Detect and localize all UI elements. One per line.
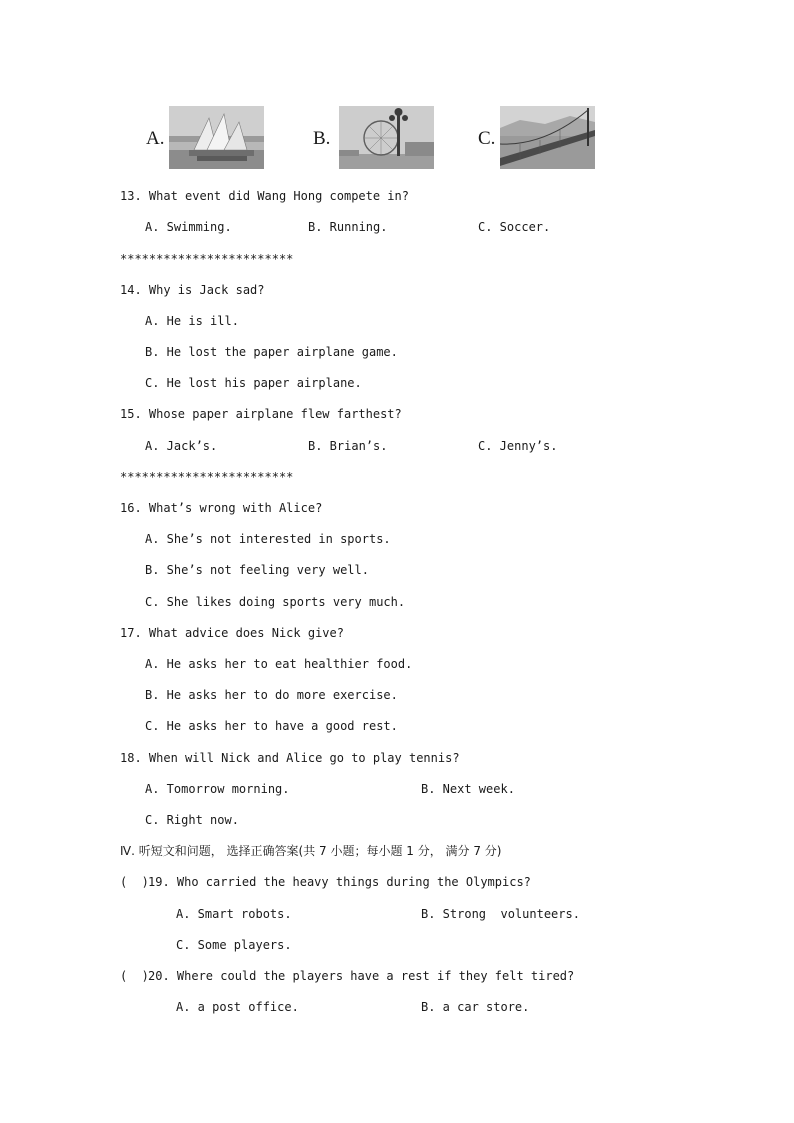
q19-option-a: A. Smart robots. xyxy=(176,907,292,921)
q13-stem: 13. What event did Wang Hong compete in? xyxy=(120,189,409,203)
q14-option-b: B. He lost the paper airplane game. xyxy=(145,345,398,359)
q13-option-c: C. Soccer. xyxy=(478,220,551,234)
option-c-label: C. xyxy=(478,128,496,149)
q16-option-c: C. She likes doing sports very much. xyxy=(145,595,406,609)
q16-option-b: B. She’s not feeling very well. xyxy=(145,563,369,577)
q16-option-a: A. She’s not interested in sports. xyxy=(145,532,391,546)
q19-option-c: C. Some players. xyxy=(176,938,292,952)
q17-option-b: B. He asks her to do more exercise. xyxy=(145,688,398,702)
q18-stem: 18. When will Nick and Alice go to play tennis? xyxy=(120,751,460,765)
q15-stem: 15. Whose paper airplane flew farthest? xyxy=(120,407,402,421)
section-4-heading: Ⅳ. 听短文和问题， 选择正确答案(共 7 小题；每小题 1 分， 满分 7 分) xyxy=(120,844,502,858)
option-b-label: B. xyxy=(313,128,331,149)
q14-option-a: A. He is ill. xyxy=(145,314,239,328)
q20-stem: 20. Where could the players have a rest if they felt tired? xyxy=(148,969,575,983)
q17-stem: 17. What advice does Nick give? xyxy=(120,626,344,640)
bridge-photo xyxy=(500,106,595,169)
q13-option-a: A. Swimming. xyxy=(145,220,232,234)
q16-stem: 16. What’s wrong with Alice? xyxy=(120,501,323,515)
q20-option-b: B. a car store. xyxy=(421,1000,530,1014)
q17-option-a: A. He asks her to eat healthier food. xyxy=(145,657,413,671)
q13-option-b: B. Running. xyxy=(308,220,388,234)
opera-house-photo xyxy=(169,106,264,169)
q17-option-c: C. He asks her to have a good rest. xyxy=(145,719,398,733)
separator-2: ************************ xyxy=(120,470,294,484)
q18-option-a: A. Tomorrow morning. xyxy=(145,782,290,796)
q19-option-b: B. Strong volunteers. xyxy=(421,907,580,921)
q15-option-b: B. Brian’s. xyxy=(308,439,388,453)
option-a-label: A. xyxy=(146,128,165,149)
q20-answer-bracket[interactable]: ( ) xyxy=(120,969,149,983)
london-eye-photo xyxy=(339,106,434,169)
q19-stem: 19. Who carried the heavy things during the Olympics? xyxy=(148,875,531,889)
q14-option-c: C. He lost his paper airplane. xyxy=(145,376,362,390)
q15-option-c: C. Jenny’s. xyxy=(478,439,558,453)
q15-option-a: A. Jack’s. xyxy=(145,439,218,453)
q18-option-b: B. Next week. xyxy=(421,782,515,796)
q18-option-c: C. Right now. xyxy=(145,813,239,827)
q20-option-a: A. a post office. xyxy=(176,1000,299,1014)
q14-stem: 14. Why is Jack sad? xyxy=(120,283,265,297)
separator-1: ************************ xyxy=(120,252,294,266)
q19-answer-bracket[interactable]: ( ) xyxy=(120,875,149,889)
